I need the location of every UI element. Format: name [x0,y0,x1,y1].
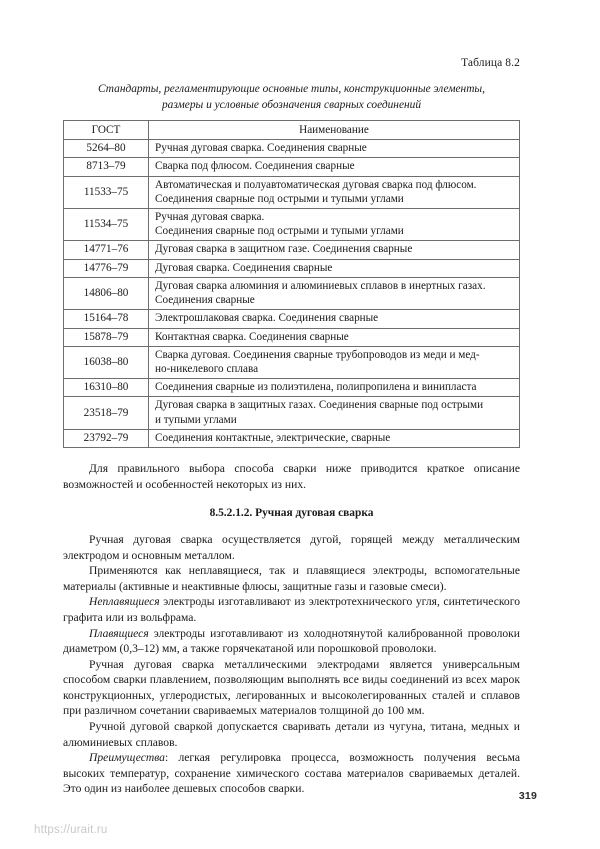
cell-name-line-1: Ручная дуговая сварка. Соединения сварные [155,142,367,155]
section-heading: 8.5.2.1.2. Ручная дуговая сварка [209,507,374,520]
cell-name-line-1: Дуговая сварка в защитном газе. Соединения сварные [155,243,413,256]
paragraph-4-text: электроды изготавливают из холоднотянутой калиброванной проволоки диаметром (0,3–12) мм, а также горячекатаной или порошковой проволоки. [63,626,520,656]
cell-gost: 11533–75 [64,176,149,208]
cell-gost: 23792–79 [64,429,149,447]
table-row [64,140,520,158]
cell-name [149,346,520,378]
gost-standards-table [63,120,520,448]
cell-name-line-1: Дуговая сварка в защитных газах. Соединения сварные под острыми [155,399,484,412]
cell-name [149,259,520,277]
table-header-row [64,120,520,139]
table-header-name: Наименование [149,120,520,139]
cell-name-line-1: Дуговая сварка алюминия и алюминиевых сплавов в инертных газах. [155,279,486,292]
table-row [64,277,520,309]
paragraph-2: Применяются как неплавящиеся, так и плавящиеся электроды, вспомогательные материалы (активные и неактивные флюсы, защитные газы и газовые смеси). [63,564,520,593]
cell-name [149,379,520,397]
cell-name-line-1: Контактная сварка. Соединения сварные [155,330,349,343]
cell-name [149,241,520,259]
cell-name [149,176,520,208]
intro-paragraph: Для правильного выбора способа сварки ниже приводится краткое описание возможностей и особенностей некоторых из них. [63,462,520,491]
cell-name-line-1: Сварка дуговая. Соединения сварные трубопроводов из меди и мед- [155,348,480,361]
paragraph-4 [63,626,520,657]
table-row [64,346,520,378]
body-text-block [63,461,520,797]
page-number: 319 [518,790,537,802]
paragraph-3-text: электроды изготавливают из электротехнического угля, синтетического графита или из вольфрама. [63,595,520,624]
cell-gost: 11534–75 [64,208,149,240]
paragraph-3-emphasis: Неплавящиеся [89,595,160,609]
cell-name [149,310,520,328]
cell-gost: 15164–78 [64,310,149,328]
cell-name-line-2: Соединения сварные [155,294,255,307]
paragraph-7-emphasis: Преимущества [89,751,165,765]
table-row [64,259,520,277]
cell-name-line-1: Соединения сварные из полиэтилена, полипропилена и винипласта [155,381,477,394]
paragraph-4-emphasis: Плавящиеся [89,626,149,640]
table-row [64,208,520,240]
cell-gost: 15878–79 [64,328,149,346]
cell-name [149,208,520,240]
table-row [64,397,520,429]
table-row [64,158,520,176]
table-title-line-1: Стандарты, регламентирующие основные типы, конструкционные элементы, [98,82,485,95]
table-title [63,81,520,113]
cell-name-line-1: Соединения контактные, электрические, сварные [155,431,391,444]
cell-name-line-2: но-никелевого сплава [155,362,259,375]
cell-gost: 16038–80 [64,346,149,378]
table-number-label: Таблица 8.2 [461,57,520,69]
cell-name [149,328,520,346]
cell-name-line-1: Электрошлаковая сварка. Соединения сварные [155,312,379,325]
table-row [64,429,520,447]
cell-gost: 5264–80 [64,140,149,158]
table-row [64,310,520,328]
watermark-url: https://urait.ru [34,824,108,836]
cell-name [149,397,520,429]
paragraph-3 [63,594,520,625]
table-row [64,241,520,259]
cell-name [149,140,520,158]
cell-gost: 23518–79 [64,397,149,429]
cell-gost: 14806–80 [64,277,149,309]
page-content [63,56,520,797]
table-header-gost: ГОСТ [64,120,149,139]
paragraph-5: Ручная дуговая сварка металлическими электродами является универсальным способом сварки плавлением, позволяющим выполнять все виды соединений из всех марок конструкционных, углеродистых, легированных и высоколегированных сталей и сплавов при различном сочетании свариваемых материалов толщиной до 100 мм. [63,657,520,718]
table-row [64,328,520,346]
cell-name [149,158,520,176]
cell-name-line-2: Соединения сварные под острыми и тупыми углами [155,225,404,238]
cell-name [149,429,520,447]
cell-gost: 14771–76 [64,241,149,259]
cell-name-line-1: Сварка под флюсом. Соединения сварные [155,160,355,173]
cell-gost: 16310–80 [64,379,149,397]
paragraph-1: Ручная дуговая сварка осуществляется дугой, горящей между металлическим электродом и основным металлом. [63,533,520,562]
paragraph-6: Ручной дуговой сваркой допускается сваривать детали из чугуна, титана, медных и алюминиевых сплавов. [63,719,520,749]
cell-gost: 14776–79 [64,259,149,277]
cell-name-line-1: Автоматическая и полуавтоматическая дуговая сварка под флюсом. [155,178,477,191]
cell-name-line-1: Ручная дуговая сварка. [155,210,265,223]
table-title-line-2: размеры и условные обозначения сварных соединений [161,98,422,111]
cell-name-line-2: и тупыми углами [155,413,237,426]
cell-name [149,277,520,309]
cell-name-line-1: Дуговая сварка. Соединения сварные [155,261,333,274]
paragraph-7-text: : легкая регулировка процесса, возможность получения весьма высоких температур, сохранение химического состава материалов свариваемых деталей. Это один из наиболее дешевых способов сварки. [63,751,520,796]
table-row [64,176,520,208]
cell-gost: 8713–79 [64,158,149,176]
cell-name-line-2: Соединения сварные под острыми и тупыми углами [155,192,404,205]
paragraph-7 [63,750,520,797]
table-row [64,379,520,397]
